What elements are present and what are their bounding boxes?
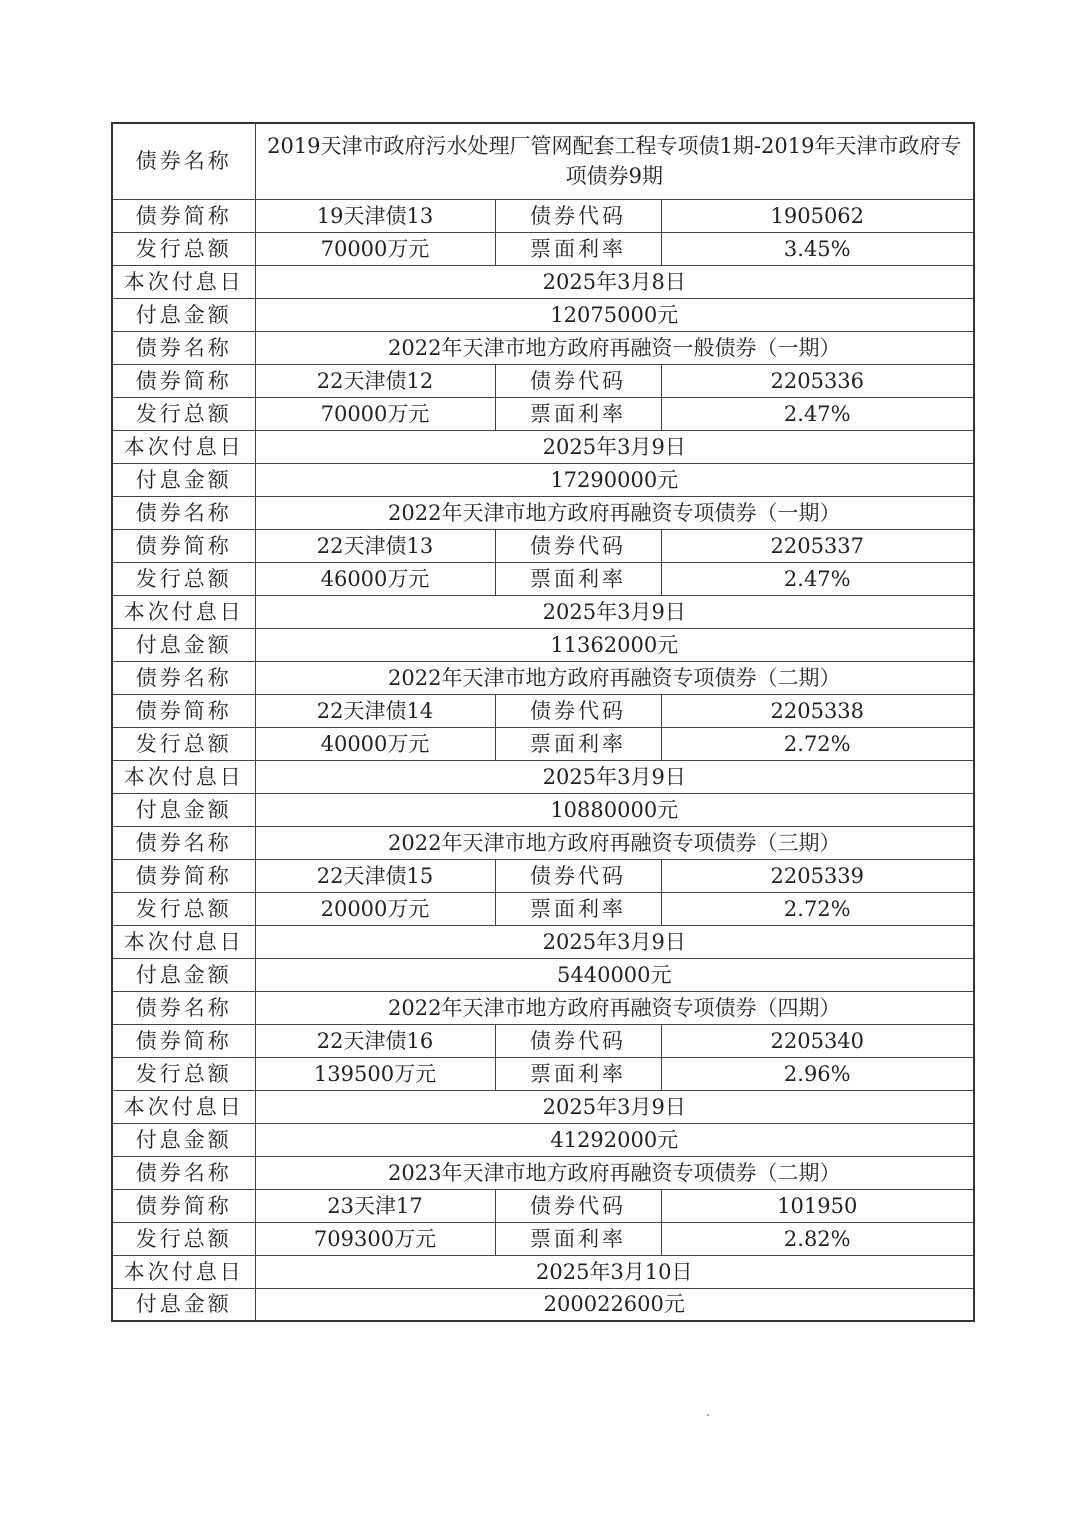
label-bond-code: 债券代码 <box>495 199 661 232</box>
issue-amount: 46000万元 <box>255 562 495 595</box>
label-payment-amount: 付息金额 <box>112 958 255 991</box>
label-payment-date: 本次付息日 <box>112 595 255 628</box>
bond-name: 2022年天津市地方政府再融资专项债券（一期） <box>255 496 974 529</box>
bond-date-row <box>112 925 974 958</box>
bond-interest-table <box>111 122 975 1322</box>
bond-name-row <box>112 826 974 859</box>
bond-short-row <box>112 529 974 562</box>
payment-amount: 41292000元 <box>255 1123 974 1156</box>
bond-date-row <box>112 1090 974 1123</box>
label-issue-amount: 发行总额 <box>112 727 255 760</box>
bond-table-body <box>112 123 974 1321</box>
payment-date: 2025年3月9日 <box>255 430 974 463</box>
bond-pay-row <box>112 958 974 991</box>
bond-short-name: 22天津债16 <box>255 1024 495 1057</box>
bond-name-row <box>112 496 974 529</box>
bond-amount-row <box>112 892 974 925</box>
label-issue-amount: 发行总额 <box>112 397 255 430</box>
payment-date: 2025年3月9日 <box>255 925 974 958</box>
coupon-rate: 2.82% <box>661 1222 974 1255</box>
payment-date: 2025年3月8日 <box>255 265 974 298</box>
bond-short-name: 23天津17 <box>255 1189 495 1222</box>
label-payment-date: 本次付息日 <box>112 430 255 463</box>
label-issue-amount: 发行总额 <box>112 892 255 925</box>
payment-amount: 12075000元 <box>255 298 974 331</box>
bond-name: 2022年天津市地方政府再融资一般债券（一期） <box>255 331 974 364</box>
label-payment-amount: 付息金额 <box>112 1123 255 1156</box>
issue-amount: 70000万元 <box>255 397 495 430</box>
label-bond-code: 债券代码 <box>495 694 661 727</box>
label-issue-amount: 发行总额 <box>112 562 255 595</box>
bond-code: 1905062 <box>661 199 974 232</box>
label-coupon-rate: 票面利率 <box>495 1222 661 1255</box>
label-issue-amount: 发行总额 <box>112 232 255 265</box>
bond-name: 2022年天津市地方政府再融资专项债券（三期） <box>255 826 974 859</box>
coupon-rate: 3.45% <box>661 232 974 265</box>
payment-date: 2025年3月9日 <box>255 1090 974 1123</box>
label-issue-amount: 发行总额 <box>112 1222 255 1255</box>
label-bond-name: 债券名称 <box>112 1156 255 1189</box>
bond-pay-row <box>112 628 974 661</box>
label-coupon-rate: 票面利率 <box>495 397 661 430</box>
bond-short-row <box>112 1024 974 1057</box>
label-bond-name: 债券名称 <box>112 331 255 364</box>
label-payment-amount: 付息金额 <box>112 793 255 826</box>
label-bond-name: 债券名称 <box>112 661 255 694</box>
label-bond-name: 债券名称 <box>112 826 255 859</box>
label-bond-short: 债券简称 <box>112 694 255 727</box>
label-payment-date: 本次付息日 <box>112 1255 255 1288</box>
label-bond-short: 债券简称 <box>112 1024 255 1057</box>
label-bond-code: 债券代码 <box>495 1024 661 1057</box>
bond-name: 2019天津市政府污水处理厂管网配套工程专项债1期-2019年天津市政府专项债券9期 <box>255 123 974 199</box>
issue-amount: 40000万元 <box>255 727 495 760</box>
bond-name-row <box>112 1156 974 1189</box>
bond-amount-row <box>112 397 974 430</box>
label-bond-code: 债券代码 <box>495 1189 661 1222</box>
bond-date-row <box>112 1255 974 1288</box>
label-issue-amount: 发行总额 <box>112 1057 255 1090</box>
bond-pay-row <box>112 793 974 826</box>
label-payment-amount: 付息金额 <box>112 463 255 496</box>
bond-date-row <box>112 430 974 463</box>
bond-short-name: 22天津债15 <box>255 859 495 892</box>
bond-name-row <box>112 331 974 364</box>
label-bond-name: 债券名称 <box>112 496 255 529</box>
bond-short-row <box>112 364 974 397</box>
bond-amount-row <box>112 727 974 760</box>
bond-short-row <box>112 199 974 232</box>
bond-short-name: 22天津债14 <box>255 694 495 727</box>
label-payment-date: 本次付息日 <box>112 760 255 793</box>
label-coupon-rate: 票面利率 <box>495 232 661 265</box>
bond-amount-row <box>112 1222 974 1255</box>
label-bond-name: 债券名称 <box>112 991 255 1024</box>
label-coupon-rate: 票面利率 <box>495 1057 661 1090</box>
label-bond-code: 债券代码 <box>495 529 661 562</box>
bond-short-name: 22天津债13 <box>255 529 495 562</box>
label-bond-code: 债券代码 <box>495 859 661 892</box>
bond-short-row <box>112 694 974 727</box>
bond-amount-row <box>112 562 974 595</box>
label-bond-short: 债券简称 <box>112 529 255 562</box>
coupon-rate: 2.96% <box>661 1057 974 1090</box>
label-bond-name: 债券名称 <box>112 123 255 199</box>
bond-date-row <box>112 265 974 298</box>
label-coupon-rate: 票面利率 <box>495 727 661 760</box>
issue-amount: 139500万元 <box>255 1057 495 1090</box>
bond-pay-row <box>112 1123 974 1156</box>
label-payment-amount: 付息金额 <box>112 298 255 331</box>
label-bond-code: 债券代码 <box>495 364 661 397</box>
bond-code: 101950 <box>661 1189 974 1222</box>
label-bond-short: 债券简称 <box>112 199 255 232</box>
payment-amount: 11362000元 <box>255 628 974 661</box>
bond-code: 2205337 <box>661 529 974 562</box>
label-payment-amount: 付息金额 <box>112 628 255 661</box>
label-coupon-rate: 票面利率 <box>495 892 661 925</box>
label-payment-amount: 付息金额 <box>112 1288 255 1321</box>
label-coupon-rate: 票面利率 <box>495 562 661 595</box>
payment-amount: 17290000元 <box>255 463 974 496</box>
bond-name: 2022年天津市地方政府再融资专项债券（二期） <box>255 661 974 694</box>
label-payment-date: 本次付息日 <box>112 265 255 298</box>
scan-speck <box>707 1414 709 1416</box>
label-bond-short: 债券简称 <box>112 364 255 397</box>
label-bond-short: 债券简称 <box>112 1189 255 1222</box>
bond-pay-row <box>112 463 974 496</box>
bond-name-row <box>112 661 974 694</box>
label-bond-short: 债券简称 <box>112 859 255 892</box>
coupon-rate: 2.47% <box>661 562 974 595</box>
coupon-rate: 2.47% <box>661 397 974 430</box>
bond-date-row <box>112 760 974 793</box>
issue-amount: 20000万元 <box>255 892 495 925</box>
bond-date-row <box>112 595 974 628</box>
bond-name-row <box>112 123 974 199</box>
payment-date: 2025年3月10日 <box>255 1255 974 1288</box>
payment-date: 2025年3月9日 <box>255 760 974 793</box>
label-payment-date: 本次付息日 <box>112 1090 255 1123</box>
bond-code: 2205339 <box>661 859 974 892</box>
payment-amount: 10880000元 <box>255 793 974 826</box>
bond-short-name: 19天津债13 <box>255 199 495 232</box>
bond-short-row <box>112 1189 974 1222</box>
issue-amount: 709300万元 <box>255 1222 495 1255</box>
bond-code: 2205338 <box>661 694 974 727</box>
label-payment-date: 本次付息日 <box>112 925 255 958</box>
bond-name: 2023年天津市地方政府再融资专项债券（二期） <box>255 1156 974 1189</box>
bond-short-name: 22天津债12 <box>255 364 495 397</box>
payment-date: 2025年3月9日 <box>255 595 974 628</box>
issue-amount: 70000万元 <box>255 232 495 265</box>
bond-amount-row <box>112 1057 974 1090</box>
payment-amount: 200022600元 <box>255 1288 974 1321</box>
bond-code: 2205340 <box>661 1024 974 1057</box>
bond-short-row <box>112 859 974 892</box>
bond-pay-row <box>112 1288 974 1321</box>
payment-amount: 5440000元 <box>255 958 974 991</box>
bond-name: 2022年天津市地方政府再融资专项债券（四期） <box>255 991 974 1024</box>
coupon-rate: 2.72% <box>661 727 974 760</box>
bond-code: 2205336 <box>661 364 974 397</box>
bond-pay-row <box>112 298 974 331</box>
bond-amount-row <box>112 232 974 265</box>
coupon-rate: 2.72% <box>661 892 974 925</box>
bond-name-row <box>112 991 974 1024</box>
